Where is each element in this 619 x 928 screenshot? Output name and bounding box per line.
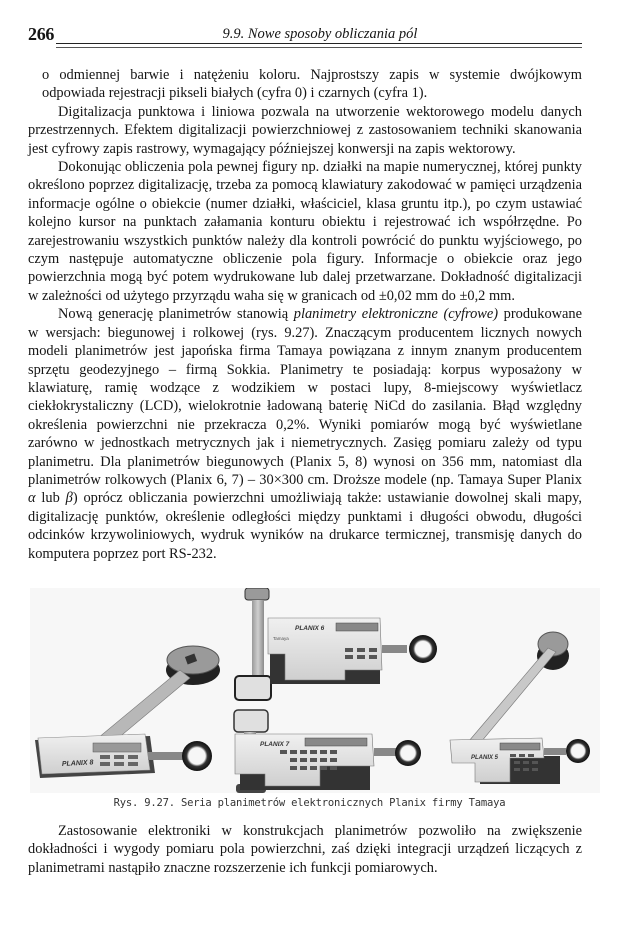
text-span: lub — [35, 490, 66, 507]
emphasized-term: planimetry elektroniczne (cyfrowe) — [293, 306, 499, 323]
page-header — [28, 24, 582, 48]
body-text-closing — [28, 822, 582, 877]
svg-text:PLANIX 6: PLANIX 6 — [295, 625, 325, 632]
figure-planimeters — [30, 588, 600, 793]
planimeter-photo — [30, 588, 600, 793]
paragraph: Zastosowanie elektroniki w konstrukcjach planimetrów pozwoliło na zwiększenie dokładności i wygody pomiaru pola powierzchni, zaś dzięki integracji urządzeń liczących z planimetrami nastąpiło znaczne rozszerzenie ich funkcji pomiarowych. — [28, 823, 582, 876]
svg-text:PLANIX 7: PLANIX 7 — [260, 741, 290, 748]
svg-text:PLANIX 8: PLANIX 8 — [61, 759, 94, 768]
beta-symbol: β — [65, 490, 73, 507]
body-text — [28, 66, 582, 563]
text-span: produkowane w wersjach: biegunowej i rolkowej (rys. 9.27). Znaczącym producentem licznych nowych modeli planimetrów jest japońska firma Tamaya powiązana z innym znanym producentem sprzętu geodezyjnego – firmą Sokkia. Planimetry te posiadają: korpus wyposażony w klawiaturę, ramię wodzące z wodzikiem w postaci lupy, 8-miejscowy wyświetlacz ciekłokrystaliczny (LCD), wielokrotnie ładowaną baterię NiCd do zasilania. Błąd względny określenia powierzchni nie przekracza 0,2%. Wyniki pomiarów mogą być wyświetlane zarówno w jednostkach metrycznych jak i niemetrycznych. Zasięg pomiaru zależy od typu planimetru. Dla planimetrów biegunowych (Planix 5, 8) wynosi on 356 mm, natomiast dla planimetrów rolkowych (Planix 6, 7) – 30×300 cm. Droższe modele (np. Tamaya Super Planix — [28, 306, 582, 488]
svg-text:Tamaya: Tamaya — [273, 636, 289, 641]
alpha-symbol: α — [28, 490, 36, 507]
paragraph: Dokonując obliczenia pola pewnej figury np. działki na mapie numerycznej, której punkty określono poprzez digitalizację, trzeba za pomocą klawiatury zakodować w pamięci urządzenia informacje ogólne o obiekcie (numer działki, właściciel, klasa gruntu itp.), po czym ustawiać kolejno kursor na punktach załamania konturu obiektu i rejestrować ich współrzędne. Po zarejestrowaniu wszystkich punktów należy dla kontroli powrócić do punktu wyjściowego, po czym następuje automatyczne obliczenie pola figury. Informacje o obiekcie oraz jego powierzchnia mogą być potem wydrukowane lub dalej przetwarzane. Dokładność digitalizacji w zależności od użytego przyrządu waha się w granicach od ±0,02 mm do ±0,2 mm. — [28, 159, 582, 304]
text-span: Nową generację planimetrów stanowią — [58, 306, 294, 323]
figure-caption: Rys. 9.27. Seria planimetrów elektronicznych Planix firmy Tamaya — [113, 797, 506, 809]
text-span: ) oprócz obliczania powierzchni umożliwiają także: ustawianie dowolnej skali mapy, digitalizację punktów, określenie odległości między punktami i długości obwodu, długości odcinków krzywoliniowych, wydruk wyników na drukarce termicznej, transmisję danych do komputera poprzez port RS-232. — [28, 490, 582, 562]
page-number: 266 — [28, 24, 55, 44]
paragraph: Digitalizacja punktowa i liniowa pozwala na utworzenie wektorowego modelu danych przestrzennych. Efektem digitalizacji powierzchniowej z zastosowaniem techniki skanowania jest cyfrowy zapis rastrowy, wymagający późniejszej konwersji na zapis wektorowy. — [28, 103, 582, 157]
running-head: 9.9. Nowe sposoby obliczania pól — [222, 26, 418, 42]
svg-text:PLANIX 5: PLANIX 5 — [471, 755, 499, 761]
paragraph — [28, 305, 582, 563]
paragraph: o odmiennej barwie i natężeniu koloru. Najprostszy zapis w systemie dwójkowym odpowiada rejestracji pikseli białych (cyfra 0) i czarnych (cyfra 1). — [42, 67, 582, 102]
header-rule — [56, 43, 582, 48]
